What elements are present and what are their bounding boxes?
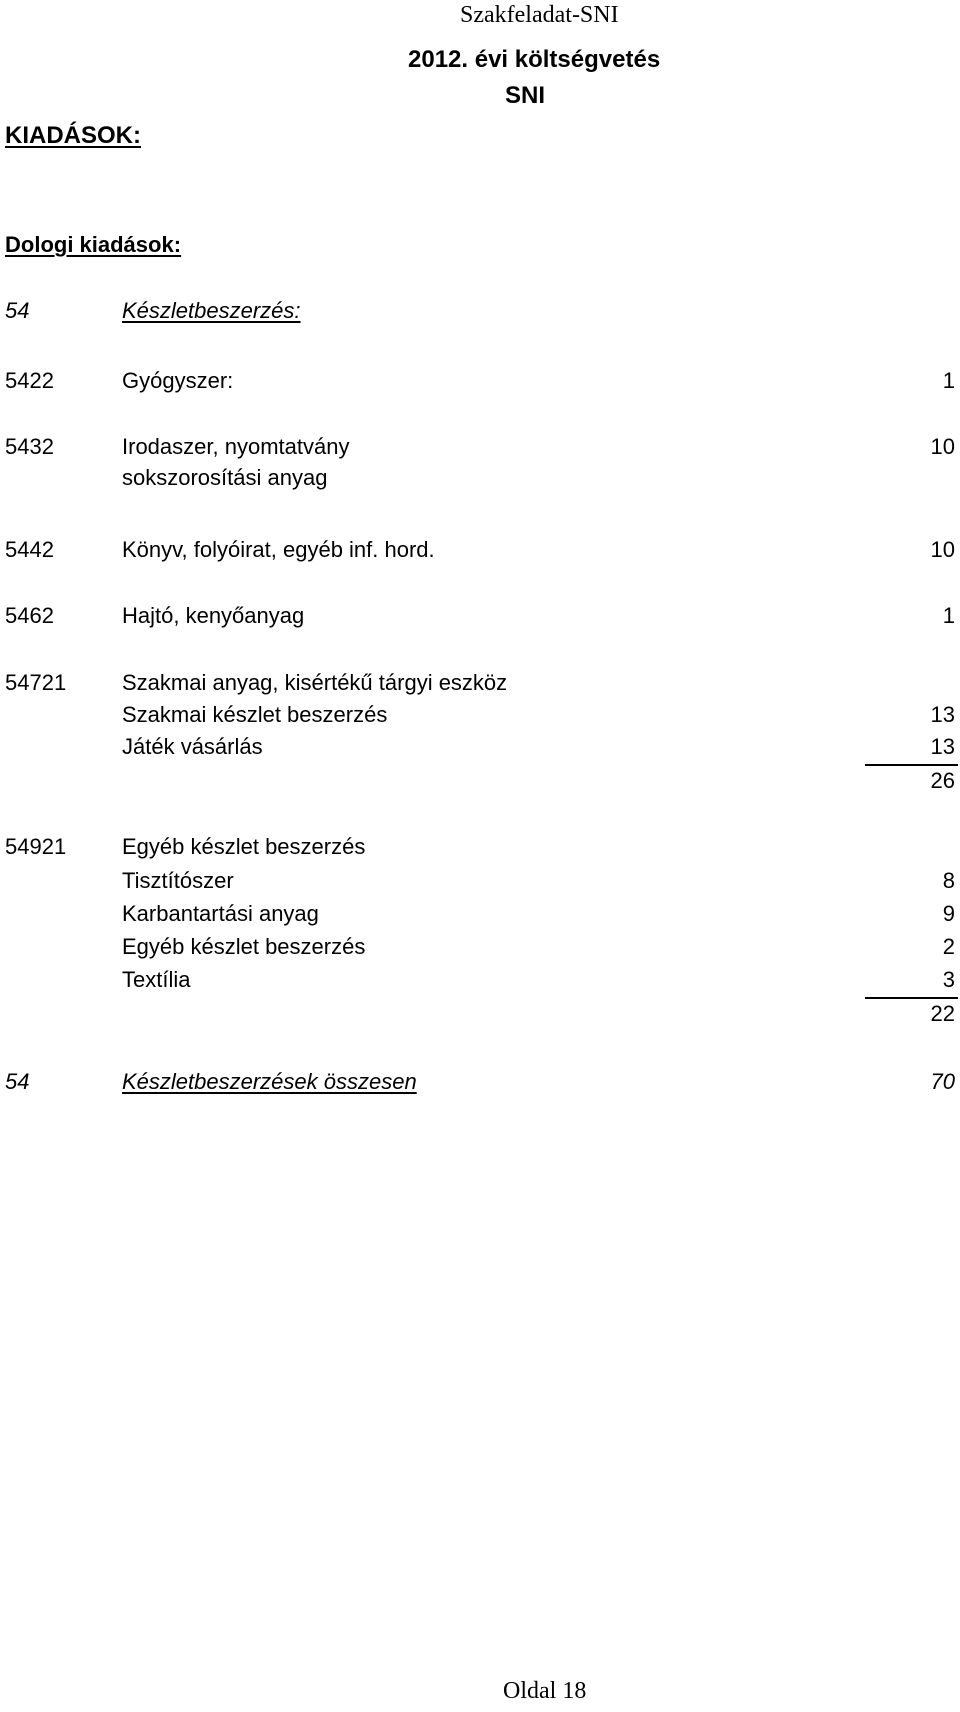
item-amount: 3: [942, 967, 955, 992]
item-amount: 8: [942, 868, 955, 893]
row-amount: 10: [930, 537, 955, 562]
section-heading: KIADÁSOK:: [5, 122, 141, 149]
row-code: 5442: [5, 537, 54, 562]
item-amount: 9: [942, 901, 955, 926]
item-label: Karbantartási anyag: [122, 901, 319, 926]
unit-title: SNI: [505, 82, 546, 109]
subtotal-amount: 26: [930, 768, 955, 793]
item-label: Textília: [122, 967, 191, 992]
item-label: Egyéb készlet beszerzés: [122, 934, 366, 959]
subsection-heading: Dologi kiadások:: [5, 232, 182, 257]
item-label: Tisztítószer: [122, 868, 234, 893]
total-code: 54: [5, 1069, 30, 1094]
item-label: Szakmai készlet beszerzés: [122, 702, 388, 727]
group-label: Készletbeszerzés:: [122, 298, 301, 323]
row-label-continued: sokszorosítási anyag: [122, 465, 328, 490]
item-amount: 13: [930, 734, 955, 759]
subtotal-amount: 22: [930, 1001, 955, 1026]
running-title: Szakfeladat-SNI: [460, 2, 619, 28]
item-amount: 2: [942, 934, 955, 959]
row-label: Könyv, folyóirat, egyéb inf. hord.: [122, 537, 435, 562]
subtotal-rule: [865, 764, 958, 766]
page-number: Oldal 18: [503, 1678, 587, 1704]
row-label: Gyógyszer:: [122, 368, 234, 393]
row-label: Hajtó, kenyőanyag: [122, 603, 305, 628]
total-amount: 70: [930, 1069, 955, 1094]
block-label: Szakmai anyag, kisértékű tárgyi eszköz: [122, 670, 508, 695]
block-code: 54721: [5, 670, 67, 695]
block-code: 54921: [5, 834, 67, 859]
group-code: 54: [5, 298, 30, 323]
row-amount: 1: [942, 368, 955, 393]
block-label: Egyéb készlet beszerzés: [122, 834, 366, 859]
row-code: 5462: [5, 603, 54, 628]
row-amount: 10: [930, 434, 955, 459]
row-code: 5422: [5, 368, 54, 393]
item-label: Játék vásárlás: [122, 734, 263, 759]
row-amount: 1: [942, 603, 955, 628]
item-amount: 13: [930, 702, 955, 727]
subtotal-rule: [865, 997, 958, 999]
row-code: 5432: [5, 434, 54, 459]
row-label: Irodaszer, nyomtatvány: [122, 434, 350, 459]
budget-title: 2012. évi költségvetés: [408, 46, 661, 73]
total-label: Készletbeszerzések összesen: [122, 1069, 417, 1094]
